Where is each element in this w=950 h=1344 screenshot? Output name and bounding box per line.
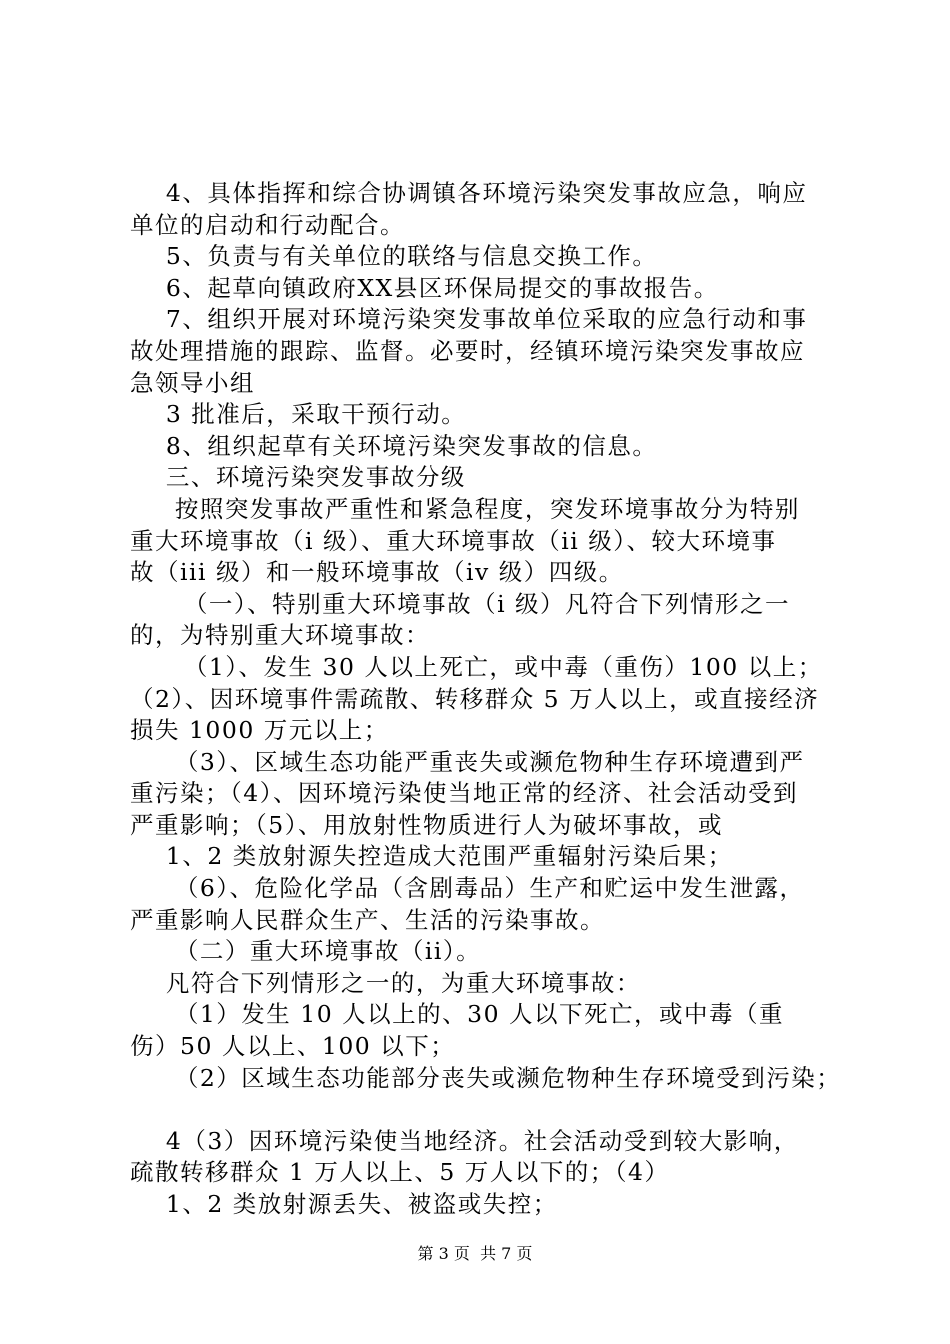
text-line: （6）、危险化学品（含剧毒品）生产和贮运中发生泄露， (130, 874, 805, 903)
text-line: 8、组织起草有关环境污染突发事故的信息。 (130, 431, 658, 460)
text-line: 损失 1000 万元以上； (130, 716, 389, 745)
text-line: （二）重大环境事故（ii）。 (130, 937, 482, 966)
text-line: 重大环境事故（i 级）、重大环境事故（ii 级）、较大环境事 (130, 526, 777, 555)
page-number-footer: 第 3 页 共 7 页 (417, 1244, 533, 1263)
text-line: 单位的启动和行动配合。 (130, 210, 405, 239)
text-line: 1、2 类放射源失控造成大范围严重辐射污染后果； (130, 842, 733, 871)
text-line: （1）、发生 30 人以上死亡，或中毒（重伤）100 以上； (130, 652, 823, 681)
text-line: 7、组织开展对环境污染突发事故单位采取的应急行动和事 (130, 305, 808, 334)
text-line: 6、起草向镇政府XX县区环保局提交的事故报告。 (130, 273, 719, 302)
text-line: 故（iii 级）和一般环境事故（iv 级）四级。 (130, 558, 624, 587)
text-line: （1）发生 10 人以上的、30 人以下死亡，或中毒（重 (130, 1000, 785, 1029)
document-body (130, 178, 842, 1221)
text-line: （2）、因环境事件需疏散、转移群众 5 万人以上，或直接经济 (130, 684, 820, 713)
text-line: 3 批准后，采取干预行动。 (130, 400, 467, 429)
blank-line (130, 1094, 838, 1126)
text-line: 的，为特别重大环境事故： (130, 621, 430, 650)
text-line: （2）区域生态功能部分丧失或濒危物种生存环境受到污染； (130, 1063, 842, 1092)
section-heading: 三、环境污染突发事故分级 (130, 463, 466, 492)
text-line: 凡符合下列情形之一的，为重大环境事故： (130, 968, 641, 997)
text-line: 疏散转移群众 1 万人以上、5 万人以下的；（4） (130, 1158, 670, 1187)
text-line: 严重影响人民群众生产、生活的污染事故。 (130, 905, 605, 934)
text-line: 伤）50 人以上、100 以下； (130, 1032, 456, 1061)
text-line: 4（3）因环境污染使当地经济。社会活动受到较大影响， (130, 1126, 799, 1155)
text-line: 重污染；（4）、因环境污染使当地正常的经济、社会活动受到 (130, 779, 798, 808)
text-line: 5、负责与有关单位的联络与信息交换工作。 (130, 242, 658, 271)
text-line: （3）、区域生态功能严重丧失或濒危物种生存环境遭到严 (130, 747, 805, 776)
text-line: （一）、特别重大环境事故（i 级）凡符合下列情形之一 (130, 589, 791, 618)
text-line: 故处理措施的跟踪、监督。必要时，经镇环境污染突发事故应 (130, 336, 805, 365)
text-line: 4、具体指挥和综合协调镇各环境污染突发事故应急，响应 (130, 179, 808, 207)
text-line: 1、2 类放射源丢失、被盗或失控； (130, 1190, 558, 1218)
text-line: 严重影响；（5）、用放射性物质进行人为破坏事故，或 (130, 810, 723, 839)
text-line: 按照突发事故严重性和紧急程度，突发环境事故分为特别 (130, 494, 800, 523)
text-line: 急领导小组 (130, 368, 255, 397)
